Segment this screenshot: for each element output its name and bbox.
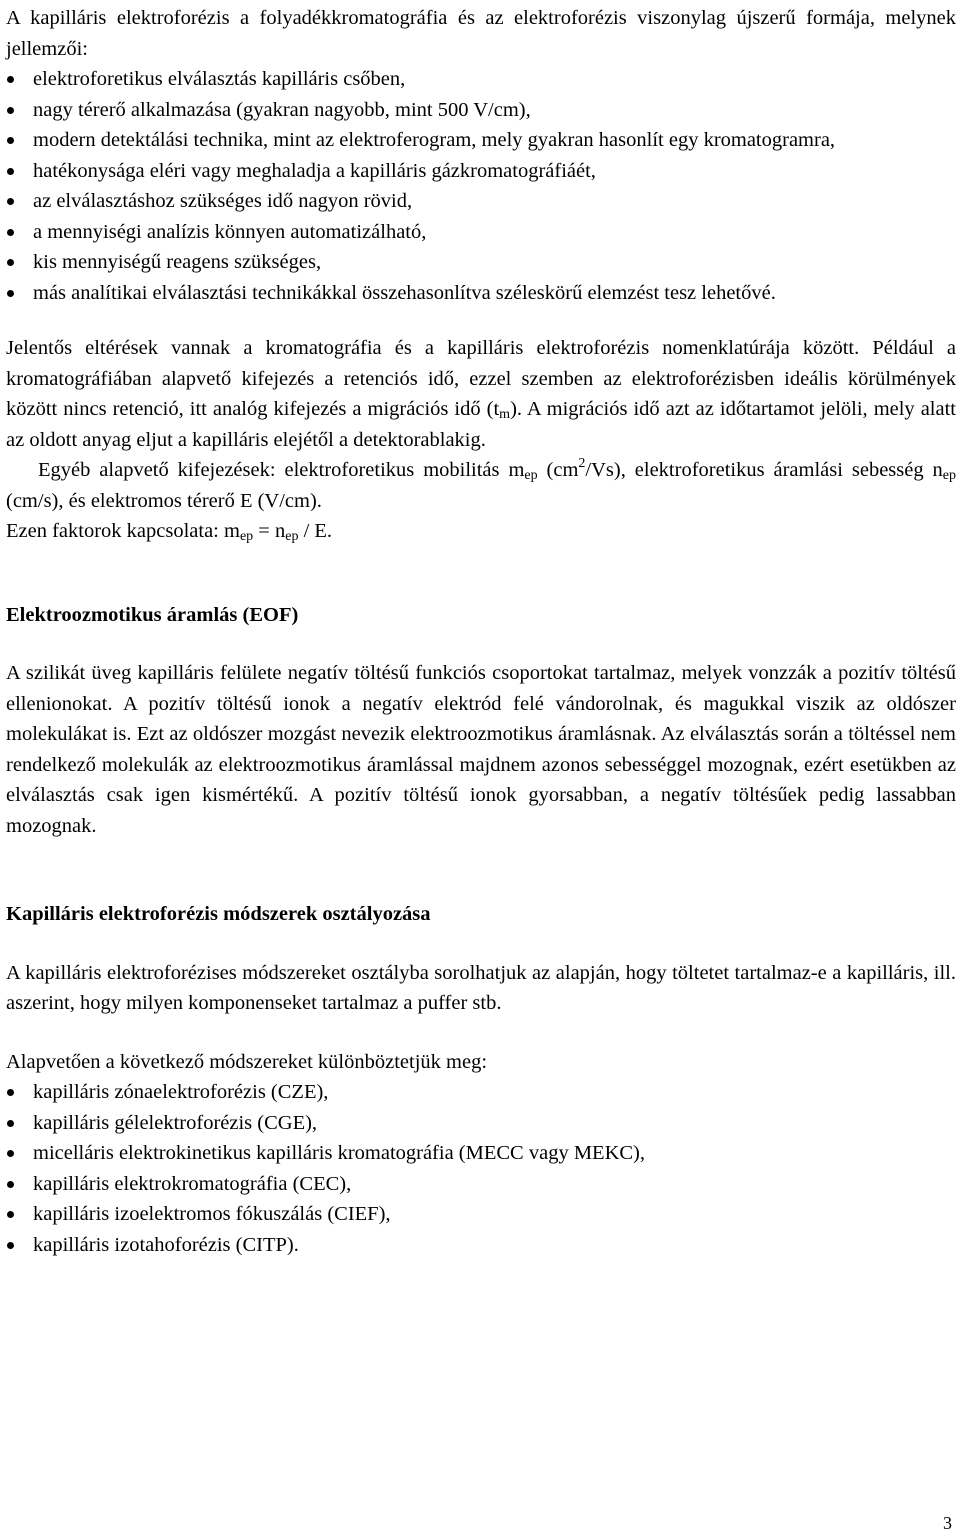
methods-paragraph: A kapilláris elektroforézises módszereket osztályba sorolhatjuk az alapján, hogy töltetet tartalmaz-e a kapilláris, ill. aszerint, hogy milyen komponenseket tartalmaz a puffer stb. [6, 961, 956, 1014]
characteristics-list [6, 64, 956, 308]
nomenclature-paragraph: Jelentős eltérések vannak a kromatográfia és a kapilláris elektroforézis nomenklatúrája között. Például a kromatográfiában alapvető kifejezés a retenciós idő, ezzel szemben az elektroforézisben ideális körülmények között nincs retenció, itt analóg kifejezés a migrációs idő $(t_m)$. A migrációs idő azt az időtartamot jelöli, mely alatt az oldott anyag eljut a kapilláris elejétől a detektorablakig. [6, 337, 956, 451]
list-item: modern detektálási technika, mint az elektroferogram, mely gyakran hasonlít egy kromatogramra, [6, 125, 956, 156]
list-item: nagy térerő alkalmazása (gyakran nagyobb, mint 500 V/cm), [6, 95, 956, 126]
list-item: kapilláris gélelektroforézis (CGE), [6, 1108, 956, 1139]
list-item: elektroforetikus elválasztás kapilláris csőben, [6, 64, 956, 95]
list-item: kis mennyiségű reagens szükséges, [6, 247, 956, 278]
list-item: a mennyiségi analízis könnyen automatizálható, [6, 217, 956, 248]
eof-heading: Elektroozmotikus áramlás (EOF) [6, 603, 299, 626]
list-item: micelláris elektrokinetikus kapilláris kromatográfia (MECC vagy MEKC), [6, 1138, 956, 1169]
list-item: más analítikai elválasztási technikákkal összehasonlítva széleskörű elemzést tesz lehetővé. [6, 278, 956, 309]
relation-formula: Ezen faktorok kapcsolata: $m_{ep} = n_{ep} / E$. [6, 520, 333, 544]
list-item: kapilláris izoelektromos fókuszálás (CIEF), [6, 1199, 956, 1230]
document-page [6, 0, 956, 1260]
page-number: 3 [943, 1513, 952, 1533]
list-item: hatékonysága eléri vagy meghaladja a kapilláris gázkromatográfiáét, [6, 156, 956, 187]
intro-paragraph: A kapilláris elektroforézis a folyadékkromatográfia és az elektroforézis viszonylag újszerű formája, melynek jellemzői: [6, 7, 956, 60]
methods-heading: Kapilláris elektroforézis módszerek osztályozása [6, 903, 431, 925]
eof-paragraph: A szilikát üveg kapilláris felülete negatív töltésű funkciós csoportokat tartalmaz, melyek vonzzák a pozitív töltésű ellenionokat. A pozitív töltésű ionok a negatív elektród felé vándorolnak, és magukkal viszik az oldószer molekulákat is. Ezt az oldószer mozgást nevezik elektroozmotikus áramlásnak. Az elválasztás során a töltéssel nem rendelkező molekulák az elektroozmotikus áramlással majdnem azonos sebességgel mozognak, ezért esetükben az elválasztás csak igen kismértékű. A pozitív töltésű ionok gyorsabban, a negatív töltésűek pedig lassabban mozognak. [6, 662, 956, 837]
terms-paragraph: Egyéb alapvető kifejezések: elektroforetikus mobilitás $m_{ep}$ $(cm^2/Vs)$, elektroforetikus áramlási sebesség $n_{ep}$ (cm/s), és elektromos térerő E (V/cm). [6, 456, 956, 512]
list-item: az elválasztáshoz szükséges idő nagyon rövid, [6, 186, 956, 217]
methods-list [6, 1077, 956, 1260]
methods-intro: Alapvetően a következő módszereket különböztetjük meg: [6, 1050, 488, 1073]
list-item: kapilláris elektrokromatográfia (CEC), [6, 1169, 956, 1200]
list-item: kapilláris zónaelektroforézis (CZE), [6, 1077, 956, 1108]
list-item: kapilláris izotahoforézis (CITP). [6, 1230, 956, 1261]
